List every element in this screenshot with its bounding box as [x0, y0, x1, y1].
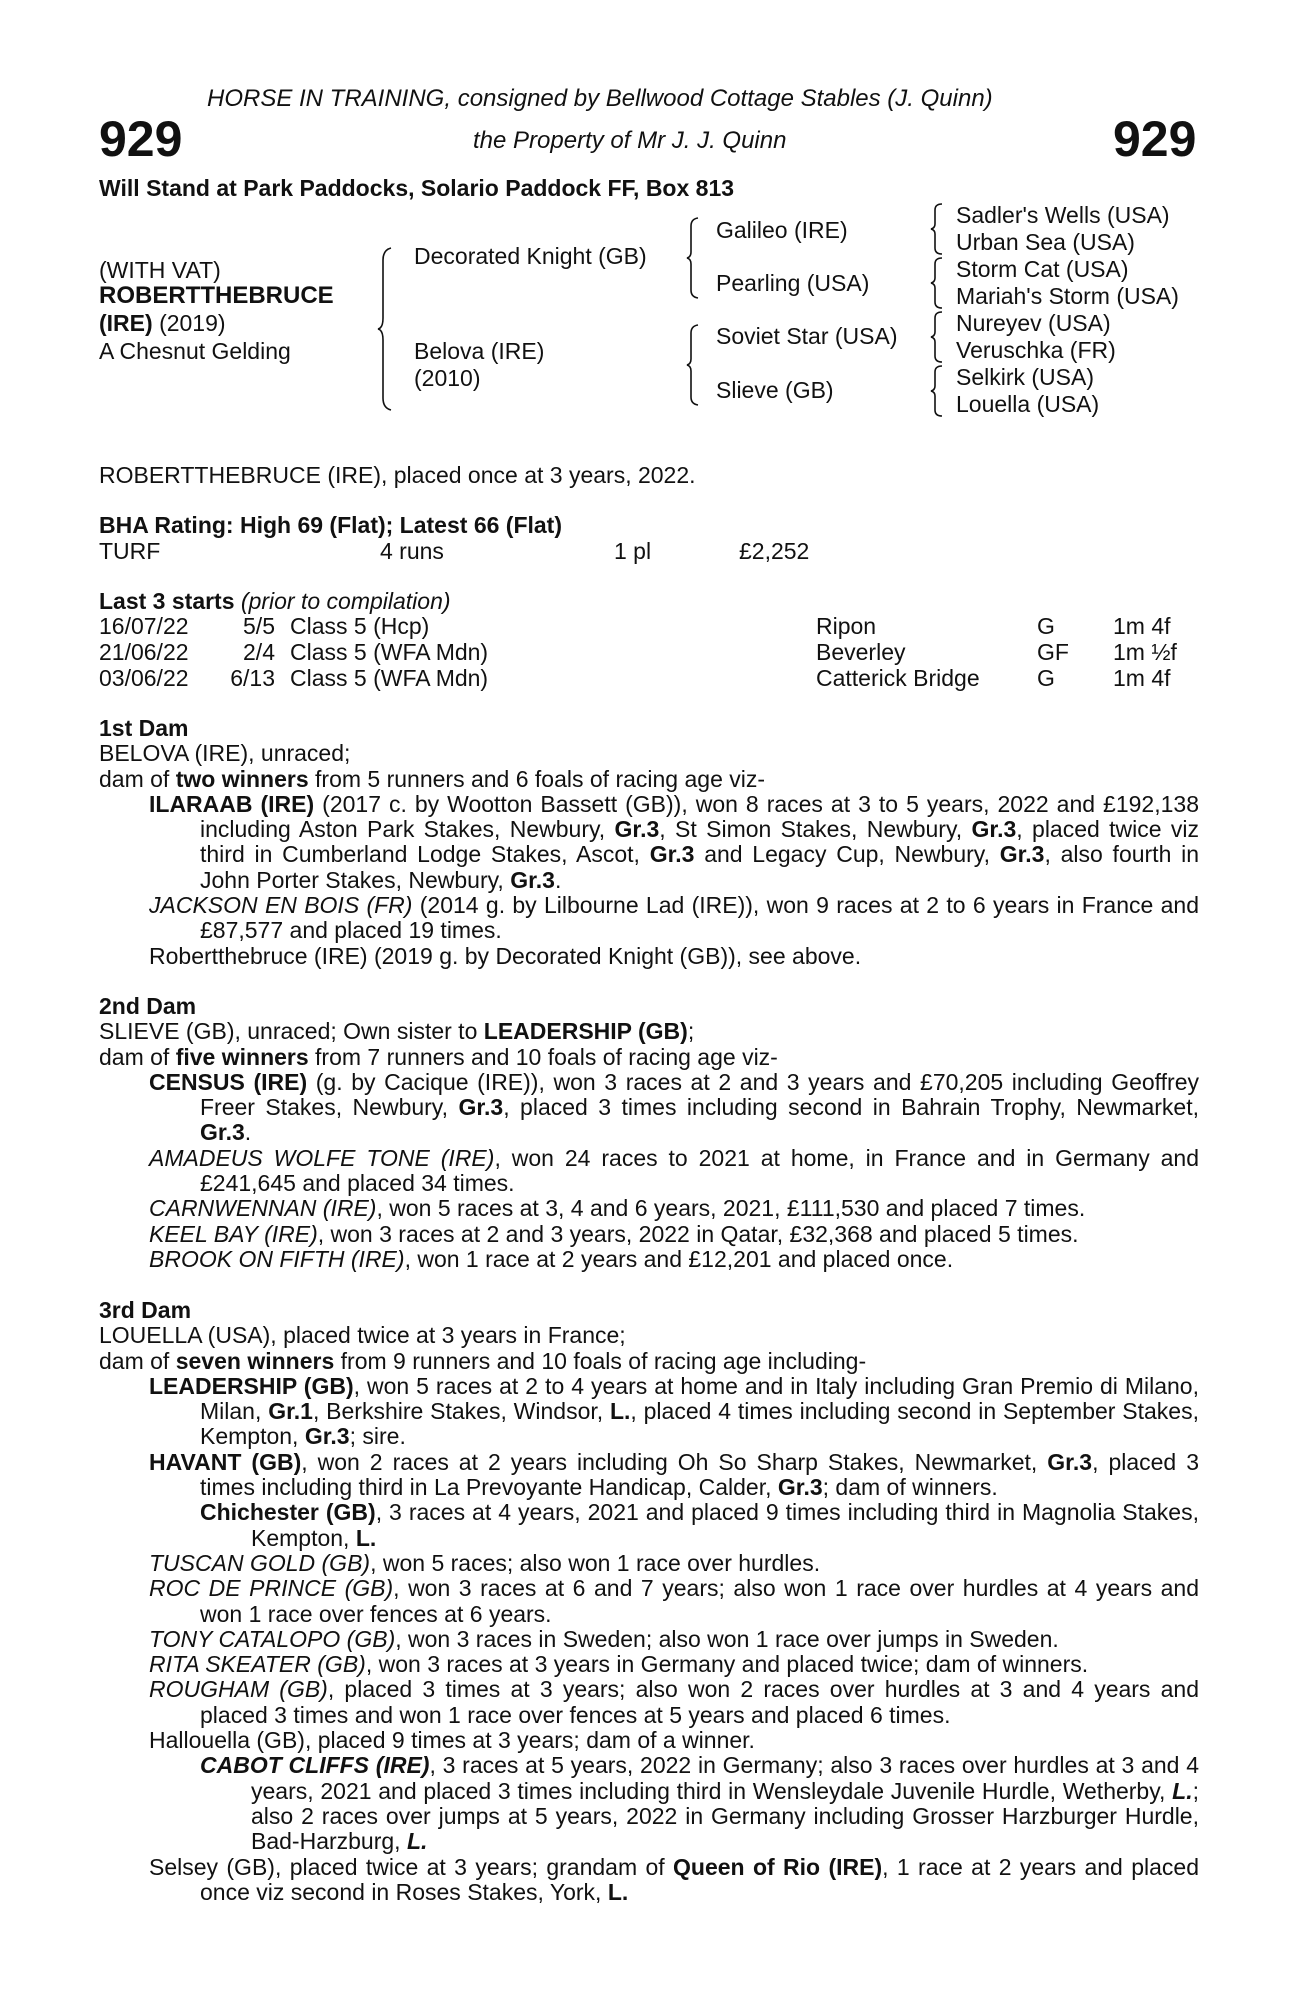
progeny-entry: [99, 1374, 1199, 1450]
start-going: G: [1037, 613, 1055, 639]
start-race: Class 5 (Hcp): [290, 613, 430, 639]
text-run: Queen of Rio (IRE): [673, 1853, 883, 1880]
text-run: Gr.3: [200, 1119, 245, 1146]
placings: 1 pl: [614, 538, 652, 564]
dam-description: [99, 1045, 1199, 1070]
dam-year: (2010): [414, 365, 481, 391]
text-run: , won 3 races at 6 and 7 years; also won 1 race over hurdles at 4 years and won 1 race over fences at 6 years.: [200, 1575, 1199, 1627]
start-going: GF: [1037, 639, 1069, 665]
owner-line: the Property of Mr J. J. Quinn: [473, 127, 787, 154]
text-run: , placed 3 times including second in Bahrain Trophy, Newmarket,: [503, 1094, 1199, 1121]
text-run: L.: [406, 1828, 428, 1855]
text-run: CENSUS (IRE): [149, 1068, 308, 1095]
text-run: HAVANT (GB): [149, 1448, 302, 1475]
great-grandparent: Storm Cat (USA): [956, 256, 1129, 282]
text-run: Gr.3: [777, 1474, 823, 1501]
dam-heading: 3rd Dam: [99, 1297, 192, 1323]
horse-origin-year: [99, 311, 226, 336]
text-run: ; dam of winners.: [822, 1474, 998, 1501]
dam-section: [99, 994, 1199, 1272]
text-run: LEADERSHIP (GB): [149, 1372, 354, 1399]
granddam-paternal: Pearling (USA): [716, 270, 870, 296]
horse-year: (2019): [159, 310, 226, 336]
start-pos: 2/4: [243, 639, 275, 665]
great-grandparent: Sadler's Wells (USA): [956, 202, 1170, 228]
great-grandparent: Nureyev (USA): [956, 310, 1111, 336]
dam-section: [99, 716, 1199, 969]
text-run: ; sire.: [349, 1423, 406, 1450]
progeny-entry: [99, 1500, 1199, 1551]
bha-rating: BHA Rating: High 69 (Flat); Latest 66 (Flat): [99, 512, 562, 538]
text-run: .: [554, 866, 562, 893]
consignor-line: HORSE IN TRAINING, consigned by Bellwood Cottage Stables (J. Quinn): [207, 85, 993, 112]
granddam-maternal: Slieve (GB): [716, 377, 834, 403]
text-run: , placed 3 times at 3 years; also won 2 races over hurdles at 3 and 4 years and placed 3 times and won 1 race over fences at 5 years and placed 6 times.: [200, 1676, 1199, 1728]
start-pos: 5/5: [243, 613, 275, 639]
text-run: .: [244, 1119, 252, 1146]
text-run: from 7 runners and 10 foals of racing age viz-: [308, 1043, 778, 1070]
vat-note: (WITH VAT): [99, 257, 221, 283]
dam-section: [99, 1298, 1199, 1905]
text-run: CARNWENNAN (IRE): [149, 1195, 377, 1222]
sire: Decorated Knight (GB): [414, 243, 647, 269]
text-run: ; also 2 races over jumps at 5 years, 2022 in Germany including Grosser Harzburger Hurdle, Bad-Harzburg,: [251, 1777, 1199, 1855]
text-run: from 5 runners and 6 foals of racing age viz-: [308, 765, 766, 792]
text-run: Gr.3: [510, 866, 555, 893]
progeny-entry: [99, 1855, 1199, 1906]
brace-icon: [930, 202, 944, 256]
progeny-entry: [99, 1450, 1199, 1501]
text-run: , St Simon Stakes, Newbury,: [659, 816, 972, 843]
text-run: L.: [609, 1398, 631, 1425]
text-run: , placed twice viz third in Cumberland Lodge Stakes, Ascot,: [200, 816, 1200, 868]
text-run: , 3 races at 5 years, 2022 in Germany; also 3 races over hurdles at 3 and 4 years, 2021 and placed 3 times including third in Wensleydale Juvenile Hurdle, Wetherby,: [251, 1752, 1200, 1804]
text-run: , won 24 races to 2021 at home, in France and in Germany and £241,645 and placed 34 times.: [200, 1144, 1200, 1197]
dam-description: [99, 1349, 1199, 1374]
great-grandparent: Mariah's Storm (USA): [956, 283, 1179, 309]
text-run: BROOK ON FIFTH (IRE): [149, 1245, 405, 1272]
text-run: , won 5 races at 3, 4 and 6 years, 2021, £111,530 and placed 7 times.: [376, 1195, 1086, 1222]
progeny-entry: [99, 1196, 1199, 1221]
dam-description: [99, 1323, 1199, 1348]
text-run: (2017 c. by Wootton Bassett (GB)), won 8 races at 3 to 5 years, 2022 and £192,138 including Aston Park Stakes, Newbury,: [200, 790, 1199, 843]
text-run: , won 5 races; also won 1 race over hurdles.: [370, 1549, 821, 1576]
text-run: Gr.3: [304, 1423, 350, 1450]
start-pos: 6/13: [230, 665, 275, 691]
text-run: Gr.3: [1047, 1448, 1093, 1475]
progeny-entry: [99, 944, 1199, 969]
dam: Belova (IRE): [414, 338, 545, 364]
progeny-entry: [99, 1753, 1199, 1854]
start-course: Catterick Bridge: [816, 665, 980, 691]
dam-description: [99, 741, 1199, 766]
start-dist: 1m 4f: [1113, 613, 1171, 639]
text-run: RITA SKEATER (GB): [149, 1651, 366, 1678]
grandsire-paternal: Galileo (IRE): [716, 217, 848, 243]
text-run: Robertthebruce (IRE) (2019 g. by Decorated Knight (GB)), see above.: [149, 942, 862, 969]
text-run: BELOVA (IRE), unraced;: [99, 740, 351, 767]
text-run: from 9 runners and 10 foals of racing age including-: [334, 1347, 867, 1374]
text-run: (g. by Cacique (IRE)), won 3 races at 2 and 3 years and £70,205 including Geoffrey Freer Stakes, Newbury,: [200, 1068, 1199, 1121]
text-run: Gr.3: [999, 841, 1045, 868]
progeny-entry: [99, 1070, 1199, 1146]
text-run: LOUELLA (USA), placed twice at 3 years in France;: [99, 1322, 626, 1349]
text-run: Hallouella (GB), placed 9 times at 3 years; dam of a winner.: [149, 1727, 755, 1754]
text-run: Gr.3: [971, 816, 1017, 843]
text-run: L.: [355, 1524, 377, 1551]
last-starts-note: (prior to compilation): [240, 588, 451, 614]
progeny-entry: [99, 1247, 1199, 1272]
start-dist: 1m 4f: [1113, 665, 1171, 691]
text-run: ROUGHAM (GB): [149, 1676, 328, 1703]
text-run: seven winners: [175, 1347, 335, 1374]
location-line: Will Stand at Park Paddocks, Solario Paddock FF, Box 813: [99, 175, 735, 201]
progeny-entry: [99, 1146, 1199, 1197]
great-grandparent: Louella (USA): [956, 391, 1100, 417]
text-run: Selsey (GB), placed twice at 3 years; grandam of: [149, 1853, 674, 1880]
horse-name: ROBERTTHEBRUCE: [99, 282, 334, 309]
start-course: Beverley: [816, 639, 906, 665]
lot-number-left: 929: [99, 111, 183, 167]
text-run: five winners: [175, 1043, 309, 1070]
text-run: dam of: [99, 765, 176, 792]
text-run: , placed 4 times including second in September Stakes, Kempton,: [200, 1398, 1199, 1450]
text-run: Chichester (GB): [200, 1499, 376, 1526]
progeny-entry: [99, 1728, 1199, 1753]
brace-icon: [686, 216, 700, 300]
runs-count: 4 runs: [380, 538, 444, 564]
progeny-entry: [99, 1627, 1199, 1652]
lot-number-right: 929: [1113, 111, 1197, 167]
prize-money: £2,252: [739, 538, 810, 564]
horse-suffix: (IRE): [99, 310, 153, 336]
start-race: Class 5 (WFA Mdn): [290, 665, 489, 691]
last-starts-heading: [99, 589, 451, 614]
start-race: Class 5 (WFA Mdn): [290, 639, 489, 665]
text-run: TONY CATALOPO (GB): [149, 1625, 396, 1652]
text-run: TUSCAN GOLD (GB): [149, 1549, 371, 1576]
text-run: and Legacy Cup, Newbury,: [694, 841, 1000, 868]
text-run: , 3 races at 4 years, 2021 and placed 9 times including third in Magnolia Stakes, Kempton,: [251, 1499, 1199, 1551]
great-grandparent: Urban Sea (USA): [956, 229, 1135, 255]
text-run: LEADERSHIP (GB): [483, 1018, 688, 1045]
text-run: , won 3 races in Sweden; also won 1 race over jumps in Sweden.: [395, 1625, 1059, 1652]
progeny-entry: [99, 1652, 1199, 1677]
text-run: ILARAAB (IRE): [149, 790, 315, 817]
start-date: 21/06/22: [99, 639, 189, 665]
text-run: , won 1 race at 2 years and £12,201 and placed once.: [404, 1245, 954, 1272]
text-run: L.: [607, 1878, 629, 1905]
dam-description: [99, 767, 1199, 792]
surface: TURF: [99, 538, 161, 564]
text-run: , Berkshire Stakes, Windsor,: [312, 1398, 610, 1425]
brace-icon: [377, 246, 393, 412]
text-run: dam of: [99, 1043, 176, 1070]
progeny-entry: [99, 1576, 1199, 1627]
text-run: , won 2 races at 2 years including Oh So Sharp Stakes, Newmarket,: [301, 1448, 1048, 1475]
brace-icon: [930, 256, 944, 310]
start-date: 03/06/22: [99, 665, 189, 691]
start-dist: 1m ½f: [1113, 639, 1177, 665]
brace-icon: [930, 364, 944, 418]
text-run: ;: [687, 1018, 695, 1045]
last-starts-title: Last 3 starts: [99, 588, 235, 614]
text-run: , 1 race at 2 years and placed once viz second in Roses Stakes, York,: [200, 1853, 1199, 1905]
dam-description: [99, 1019, 1199, 1044]
text-run: dam of: [99, 1347, 176, 1374]
text-run: , won 5 races at 2 to 4 years at home and in Italy including Gran Premio di Milano, Milan,: [200, 1372, 1199, 1425]
progeny-entry: [99, 1677, 1199, 1728]
text-run: , won 3 races at 3 years in Germany and placed twice; dam of winners.: [365, 1651, 1089, 1678]
text-run: Gr.3: [649, 841, 695, 868]
grandsire-maternal: Soviet Star (USA): [716, 323, 898, 349]
text-run: Gr.3: [614, 816, 660, 843]
text-run: ROC DE PRINCE (GB): [149, 1575, 394, 1602]
great-grandparent: Selkirk (USA): [956, 364, 1095, 390]
dam-heading: 2nd Dam: [99, 993, 197, 1019]
text-run: , won 3 races at 2 and 3 years, 2022 in Qatar, £32,368 and placed 5 times.: [317, 1220, 1079, 1247]
start-date: 16/07/22: [99, 613, 189, 639]
text-run: CABOT CLIFFS (IRE): [200, 1752, 430, 1779]
text-run: , also fourth in John Porter Stakes, Newbury,: [200, 841, 1200, 893]
text-run: (2014 g. by Lilbourne Lad (IRE)), won 9 races at 2 to 6 years in France and £87,577 and placed 19 times.: [200, 892, 1199, 944]
text-run: AMADEUS WOLFE TONE (IRE): [149, 1144, 495, 1171]
great-grandparent: Veruschka (FR): [956, 337, 1116, 363]
progeny-entry: [99, 1551, 1199, 1576]
start-course: Ripon: [816, 613, 877, 639]
text-run: two winners: [175, 765, 309, 792]
progeny-entry: [99, 1222, 1199, 1247]
brace-icon: [686, 323, 700, 407]
text-run: Gr.3: [458, 1094, 504, 1121]
progeny-entry: [99, 792, 1199, 893]
horse-description: A Chesnut Gelding: [99, 338, 291, 364]
text-run: SLIEVE (GB), unraced; Own sister to: [99, 1018, 484, 1045]
text-run: L.: [1172, 1777, 1193, 1804]
race-summary: ROBERTTHEBRUCE (IRE), placed once at 3 years, 2022.: [99, 462, 696, 488]
start-going: G: [1037, 665, 1055, 691]
dam-heading: 1st Dam: [99, 715, 189, 741]
progeny-entry: [99, 893, 1199, 944]
brace-icon: [930, 310, 944, 364]
text-run: JACKSON EN BOIS (FR): [149, 892, 413, 919]
text-run: Gr.1: [268, 1398, 313, 1425]
text-run: KEEL BAY (IRE): [149, 1220, 318, 1247]
text-run: , placed 3 times including third in La Prevoyante Handicap, Calder,: [200, 1448, 1199, 1501]
